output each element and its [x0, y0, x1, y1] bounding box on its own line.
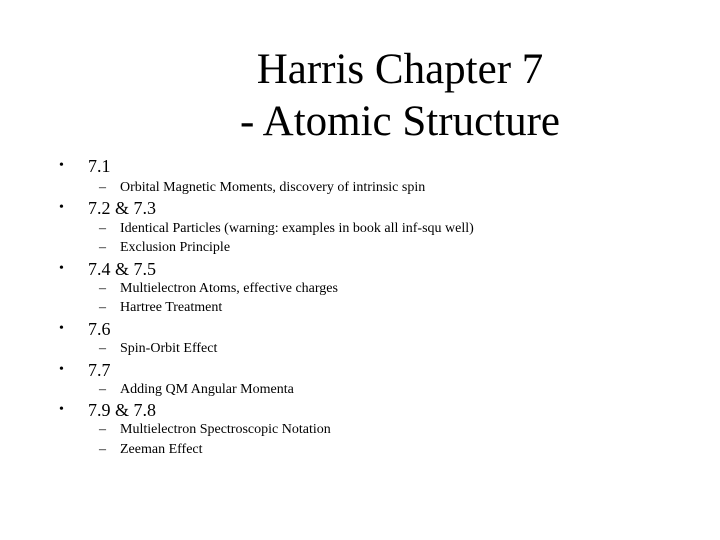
bullet-icon: • — [59, 261, 64, 276]
sub-item-text: Multielectron Spectroscopic Notation — [120, 422, 331, 437]
slide-title — [140, 44, 660, 148]
dash-icon: – — [99, 422, 106, 437]
sub-item-text: Identical Particles (warning: examples in book all inf-squ well) — [120, 221, 474, 236]
dash-icon: – — [99, 300, 106, 315]
section-heading: 7.1 — [88, 156, 111, 176]
sub-item-text: Multielectron Atoms, effective charges — [120, 281, 338, 296]
bullet-icon: • — [59, 158, 64, 173]
bullet-icon: • — [59, 402, 64, 417]
dash-icon: – — [99, 281, 106, 296]
title-line-1: Harris Chapter 7 — [256, 46, 544, 93]
title-line-2: - Atomic Structure — [239, 98, 561, 145]
sub-item-text: Zeeman Effect — [120, 442, 203, 457]
dash-icon: – — [99, 382, 106, 397]
sub-item-text: Orbital Magnetic Moments, discovery of intrinsic spin — [120, 180, 426, 195]
section-heading: 7.7 — [88, 360, 111, 380]
sub-item-text: Spin-Orbit Effect — [120, 341, 218, 356]
dash-icon: – — [99, 341, 106, 356]
dash-icon: – — [99, 442, 106, 457]
sub-item-text: Hartree Treatment — [120, 300, 223, 315]
dash-icon: – — [99, 240, 106, 255]
sub-item-text: Exclusion Principle — [120, 240, 231, 255]
dash-icon: – — [99, 180, 106, 195]
section-heading: 7.4 & 7.5 — [88, 259, 157, 279]
section-heading: 7.9 & 7.8 — [88, 400, 157, 420]
bullet-icon: • — [59, 321, 64, 336]
section-heading: 7.6 — [88, 319, 111, 339]
section-heading: 7.2 & 7.3 — [88, 198, 157, 218]
dash-icon: – — [99, 221, 106, 236]
sub-item-text: Adding QM Angular Momenta — [120, 382, 294, 397]
bullet-icon: • — [59, 200, 64, 215]
bullet-icon: • — [59, 362, 64, 377]
